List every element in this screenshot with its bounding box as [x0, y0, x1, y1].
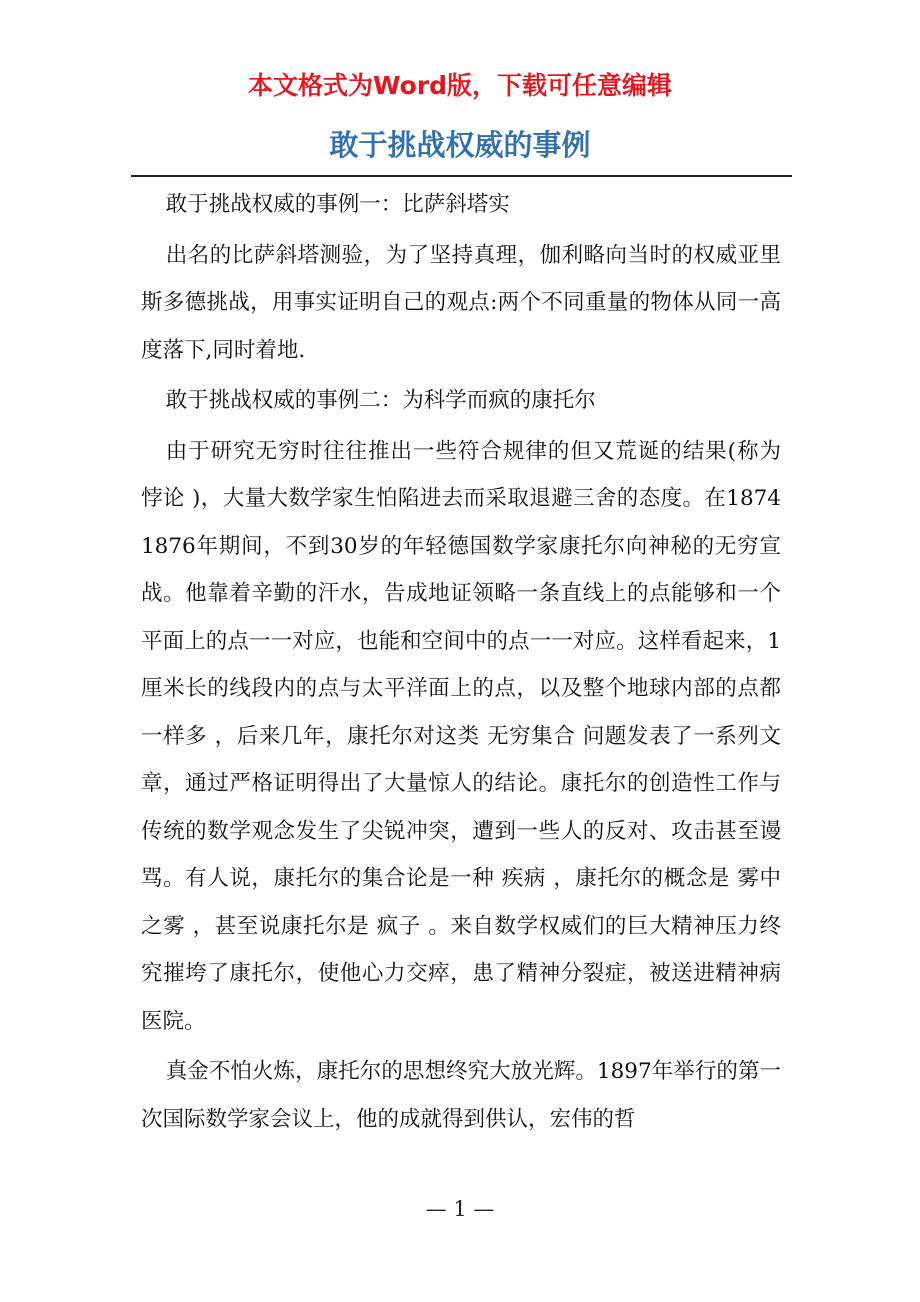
paragraph-cantor-recognition: 真金不怕火炼，康托尔的思想终究大放光辉。1897年举行的第一次国际数学家会议上，他的成就得到供认，宏伟的哲 [141, 1059, 781, 1132]
paragraph-cantor: 由于研究无穷时往往推出一些符合规律的但又荒诞的结果(称为 悖论 )，大量大数学家生怕陷进去而采取退避三舍的态度。在1874 1876年期间，不到30岁的年轻德国数学家康托尔向神秘的无穷宣战。他靠着辛勤的汗水，告成地证领略一条直线上的点能够和一个平面上的点一一对应，也能和空间中的点一一对应。这样看起来，1厘米长的线段内的点与太平洋面上的点，以及整个地球内部的点都 一样多 ，后来几年，康托尔对这类 无穷集合 问题发表了一系列文章，通过严格证明得出了大量惊人的结论。康托尔的创造性工作与传统的数学观念发生了尖锐冲突，遭到一些人的反对、攻击甚至谩骂。有人说，康托尔的集合论是一种 疾病 ，康托尔的概念是 雾中之雾 ，甚至说康托尔是 疯子 。来自数学权威们的巨大精神压力终究摧垮了康托尔，使他心力交瘁，患了精神分裂症，被送进精神病医院。 [141, 438, 781, 1034]
download-notice: 本文格式为Word版，下载可任意编辑 [247, 71, 673, 100]
document-body [141, 181, 781, 1146]
title-divider [131, 175, 792, 177]
page-number: — 1 — [425, 1197, 495, 1221]
document-title: 敢于挑战权威的事例 [329, 128, 591, 162]
paragraph-example-one-heading: 敢于挑战权威的事例一：比萨斜塔实 [165, 192, 510, 217]
paragraph-galileo: 出名的比萨斜塔测验，为了坚持真理，伽利略向当时的权威亚里斯多德挑战，用事实证明自己的观点:两个不同重量的物体从同一高度落下,同时着地. [141, 242, 781, 363]
paragraph-example-two-heading: 敢于挑战权威的事例二：为科学而疯的康托尔 [165, 388, 596, 413]
